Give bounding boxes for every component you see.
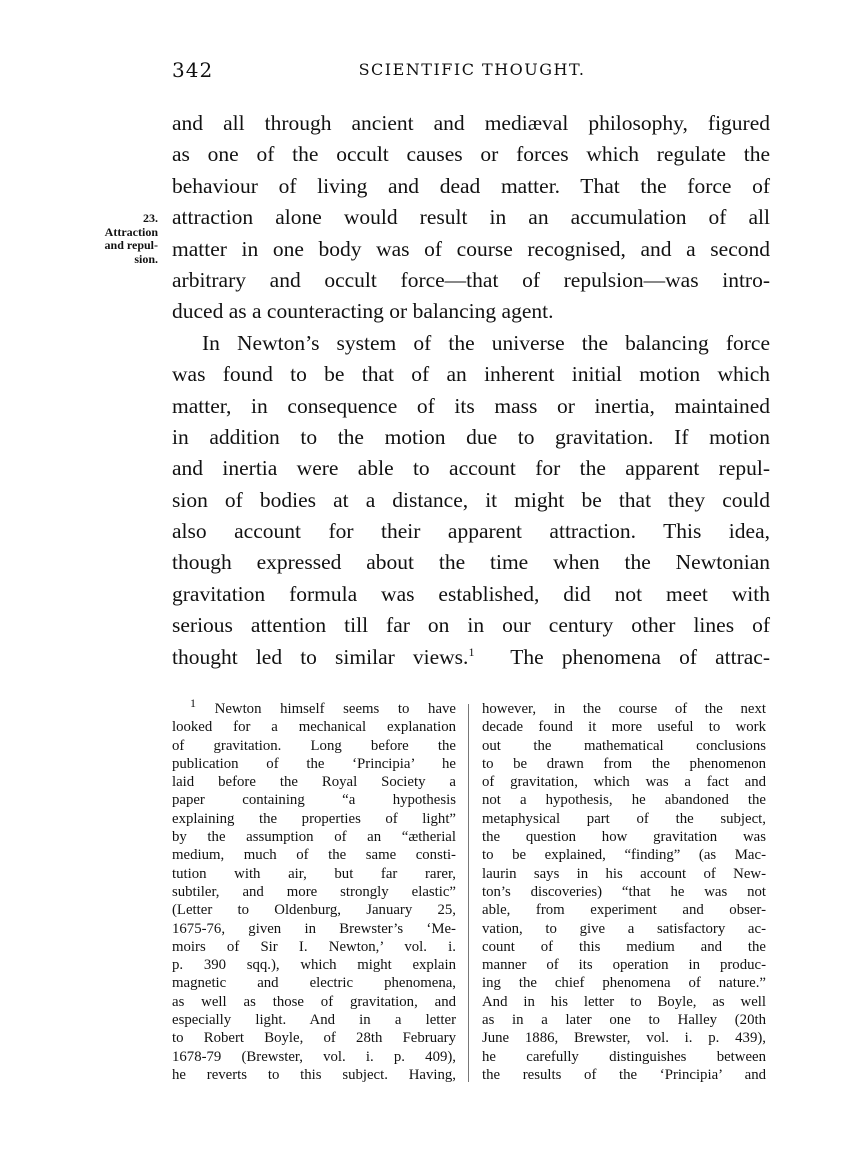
body-line: in addition to the motion due to gravitation. If motion	[172, 424, 770, 449]
body-line: and inertia were able to account for the apparent repul-	[172, 456, 770, 481]
body-line: arbitrary and occult force—that of repulsion—was intro-	[172, 267, 770, 292]
footnote-line: moirs of Sir I. Newton,’ vol. i.	[172, 938, 456, 955]
footnote-line: magnetic and electric phenomena,	[172, 975, 456, 992]
page-header	[172, 58, 772, 84]
footnote-line: ton’s discoveries) “that he was not	[482, 883, 766, 900]
footnote-column-left	[172, 696, 456, 1084]
footnote-line: ing the chief phenomena of nature.”	[482, 975, 766, 992]
running-head: SCIENTIFIC THOUGHT.	[358, 60, 586, 79]
column-divider	[468, 704, 469, 1082]
footnote-line: subtiler, and more strongly elastic”	[172, 883, 456, 900]
body-line: also account for their apparent attraction. This idea,	[172, 519, 770, 544]
footnotes	[172, 696, 772, 1090]
footnote-line: as well as those of gravitation, and	[172, 993, 456, 1010]
footnote-line: of gravitation, which was a fact and	[482, 774, 766, 791]
footnote-line: medium, much of the same consti-	[172, 847, 456, 864]
footnote-line: not a hypothesis, he abandoned the	[482, 792, 766, 809]
footnote-line: the question how gravitation was	[482, 829, 766, 846]
footnote-line: publication of the ‘Principia’ he	[172, 755, 456, 772]
body-line: matter in one body was of course recognised, and a second	[172, 236, 770, 261]
footnote-line: to be explained, “finding” (as Mac-	[482, 847, 766, 864]
body-line: was found to be that of an inherent initial motion which	[172, 362, 770, 387]
footnote-line: of gravitation. Long before the	[172, 737, 456, 754]
footnote-line: metaphysical part of the subject,	[482, 810, 766, 827]
footnote-line: paper containing “a hypothesis	[172, 792, 456, 809]
margin-note-line: and repul-	[104, 238, 158, 252]
body-text-span: The phenomena of attrac-	[474, 644, 770, 669]
body-text	[172, 108, 770, 673]
footnote-line: (Letter to Oldenburg, January 25,	[172, 902, 456, 919]
footnote-line: manner of its operation in produc-	[482, 957, 766, 974]
body-line: behaviour of living and dead matter. That the force of	[172, 173, 770, 198]
body-line: gravitation formula was established, did not meet with	[172, 581, 770, 606]
body-line: attraction alone would result in an accumulation of all	[172, 205, 770, 230]
footnote-line: able, from experiment and obser-	[482, 902, 766, 919]
footnote-line: decade found it more useful to work	[482, 719, 766, 736]
margin-note-line: Attraction	[104, 224, 158, 239]
footnote-line: laid before the Royal Society a	[172, 774, 456, 791]
footnote-line: looked for a mechanical explanation	[172, 719, 456, 736]
footnote-column-right	[482, 700, 766, 1084]
page-number: 342	[172, 58, 214, 82]
body-line: duced as a counteracting or balancing agent.	[172, 299, 554, 324]
footnote-marker: 1	[190, 696, 196, 711]
footnote-line: out the mathematical conclusions	[482, 737, 766, 754]
footnote-reference: 1	[468, 644, 475, 659]
footnote-line: to Robert Boyle, of 28th February	[172, 1030, 456, 1047]
footnote-line: he reverts to this subject. Having,	[172, 1066, 456, 1083]
footnote-line	[172, 696, 456, 718]
margin-note	[70, 212, 158, 266]
footnote-line: tution with air, but far rarer,	[172, 865, 456, 882]
footnote-line: p. 390 sqq.), which might explain	[172, 957, 456, 974]
footnote-line: vation, to give a satisfactory ac-	[482, 920, 766, 937]
footnote-line: especially light. And in a letter	[172, 1012, 456, 1029]
footnote-line: 1675-76, given in Brewster’s ‘Me-	[172, 920, 456, 937]
footnote-line: however, in the course of the next	[482, 701, 766, 717]
footnote-line: count of this medium and the	[482, 938, 766, 955]
footnote-line: 1678-79 (Brewster, vol. i. p. 409),	[172, 1048, 456, 1065]
body-line: though expressed about the time when the Newtonian	[172, 550, 770, 575]
footnote-line: by the assumption of an “ætherial	[172, 829, 456, 846]
body-line: matter, in consequence of its mass or inertia, maintained	[172, 393, 770, 418]
body-line: sion of bodies at a distance, it might be that they could	[172, 487, 770, 512]
footnote-line: explaining the properties of light”	[172, 810, 456, 827]
footnote-line: to be drawn from the phenomenon	[482, 755, 766, 772]
body-text-span: thought led to similar views.	[172, 644, 469, 669]
footnote-line: June 1886, Brewster, vol. i. p. 439),	[482, 1030, 766, 1047]
footnote-text-span: Newton himself seems to have	[196, 701, 456, 717]
footnote-line: he carefully distinguishes between	[482, 1048, 766, 1065]
footnote-line: laurin says in his account of New-	[482, 865, 766, 882]
body-line: serious attention till far on in our century other lines of	[172, 613, 770, 638]
footnote-line: And in his letter to Boyle, as well	[482, 993, 766, 1010]
body-line-final	[172, 642, 770, 673]
body-line: as one of the occult causes or forces which regulate the	[172, 142, 770, 167]
body-line: In Newton’s system of the universe the balancing force	[202, 330, 770, 355]
footnote-line: the results of the ‘Principia’ and	[482, 1066, 766, 1083]
margin-note-line: 23.	[143, 211, 158, 225]
margin-note-line: sion.	[134, 251, 158, 266]
footnote-line: as in a later one to Halley (20th	[482, 1012, 766, 1029]
body-line: and all through ancient and mediæval philosophy, figured	[172, 111, 770, 135]
